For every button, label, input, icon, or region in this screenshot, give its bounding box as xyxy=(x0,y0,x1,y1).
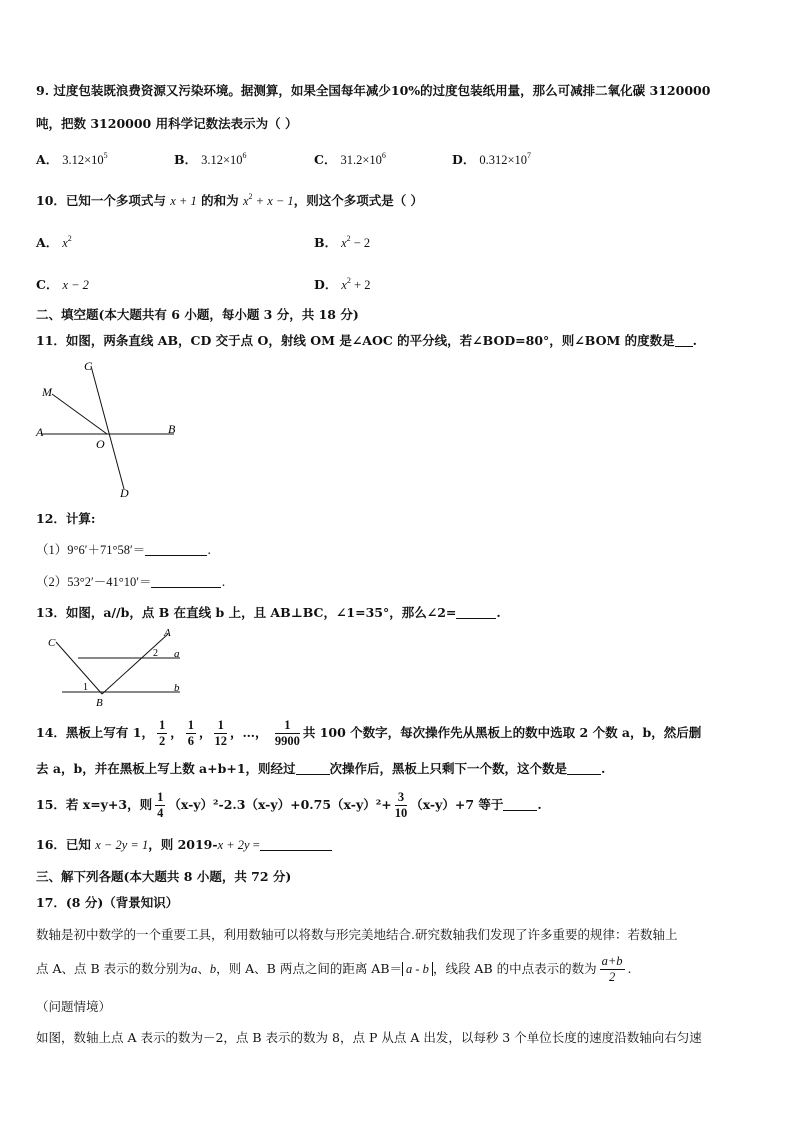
answer-blank[interactable] xyxy=(296,762,330,775)
answer-blank[interactable] xyxy=(260,838,332,851)
option-d: D． $x^2 + 2$ xyxy=(314,276,371,292)
question-9-line2: 吨，把数 3120000 用科学记数法表示为（ ） xyxy=(36,116,298,131)
section-2-heading: 二、填空题(本大题共有 6 小题，每小题 3 分，共 18 分) xyxy=(36,307,359,322)
question-11-figure xyxy=(32,356,192,504)
option-a: A． $3.12\times 10^5$ xyxy=(36,151,108,167)
label-m: M xyxy=(42,385,52,399)
question-17-para2: 点 A、点 B 表示的数分别为a、b，则 A、B 两点之间的距离 AB＝ a - b ，线段 AB 的中点表示的数为 $\frac{a+b}{2}$ . xyxy=(36,954,632,984)
fraction: $\frac{1}{12}$ xyxy=(214,718,227,748)
fraction: $\frac{1}{4}$ xyxy=(157,790,164,820)
fraction: $\frac{1}{9900}$ xyxy=(274,718,300,748)
answer-blank[interactable] xyxy=(145,543,207,556)
fraction: $\frac{1}{6}$ xyxy=(187,718,194,748)
option-c: C． x − 2 xyxy=(36,277,89,292)
angle-1-label: 1 xyxy=(83,682,88,693)
fraction: $\frac{1}{2}$ xyxy=(158,718,166,748)
question-17-para3: 如图，数轴上点 A 表示的数为－2，点 B 表示的数为 8，点 P 从点 A 出发，以每秒 3 个单位长度的速度沿数轴向右匀速 xyxy=(36,1030,702,1045)
label-b: B xyxy=(168,422,176,436)
label-d: D xyxy=(120,486,129,500)
option-a: A． $x^2$ xyxy=(36,234,72,250)
angle-2-label: 2 xyxy=(153,648,158,659)
question-17-para1: 数轴是初中数学的一个重要工具，利用数轴可以将数与形完美地结合.研究数轴我们发现了许多重要的规律：若数轴上 xyxy=(36,927,678,942)
line-cd xyxy=(91,366,124,489)
question-12-item-1: （1）9°6′＋71°58′＝ . xyxy=(36,542,212,557)
question-10-stem: 10．已知一个多项式与 x + 1 的和为 $x^2 + x - 1$，则这个多项式是（ ） xyxy=(36,192,424,208)
answer-blank[interactable] xyxy=(151,575,221,588)
answer-blank[interactable] xyxy=(456,606,496,619)
question-14-line1: 14．黑板上写有 1， $\frac{1}{2}$ ， $\frac{1}{6}$ ， $\frac{1}{12}$ ，…， $\frac{1}{9900}$ 共 100 个数字，每次操作先从黑板上的数中选取 2 个数 a，b，然后删 xyxy=(36,718,702,748)
option-b: B． $3.12\times 10^6$ xyxy=(174,151,247,167)
question-9-line1: 9. 过度包装既浪费资源又污染环境。据测算，如果全国每年减少10%的过度包装纸用量，那么可减排二氧化碳 3120000 xyxy=(36,83,711,98)
question-15-stem: 15．若 x=y+3，则 $\frac{1}{4}$ （x-y）²-2.3（x-y）+0.75（x-y）²+ $\frac{3}{10}$ （x-y）+7 等于 . xyxy=(36,790,542,820)
question-12-title: 12．计算: xyxy=(36,511,96,526)
label-line-a: a xyxy=(174,648,180,660)
label-a: A xyxy=(36,425,44,439)
fraction: $\frac{3}{10}$ xyxy=(394,790,408,820)
question-11-stem: 11．如图，两条直线 AB，CD 交于点 O，射线 OM 是∠AOC 的平分线，若∠BOD=80°，则∠BOM 的度数是 . xyxy=(36,333,698,348)
question-14-line2: 去 a，b，并在黑板上写上数 a+b+1，则经过 次操作后，黑板上只剩下一个数，这个数是 . xyxy=(36,761,606,776)
question-17-context: （问题情境） xyxy=(36,999,112,1014)
option-b: B． $x^2 - 2$ xyxy=(314,234,371,250)
label-line-b: b xyxy=(174,682,180,694)
question-16-stem: 16．已知 x − 2y = 1，则 2019-x + 2y = xyxy=(36,836,332,854)
label-c: C xyxy=(48,637,56,649)
segment-bc xyxy=(56,642,102,694)
question-12-item-2: （2）53°2′－41°10′＝ . xyxy=(36,574,226,589)
section-3-heading: 三、解下列各题(本大题共 8 小题，共 72 分) xyxy=(36,869,292,884)
label-o: O xyxy=(96,437,105,451)
ray-om xyxy=(52,394,107,434)
answer-blank[interactable] xyxy=(675,334,693,347)
question-13-stem: 13．如图，a//b，点 B 在直线 b 上，且 AB⊥BC，∠1=35°，那么∠2= . xyxy=(36,605,501,620)
segment-ba xyxy=(102,634,168,694)
question-17-title: 17．(8 分)（背景知识） xyxy=(36,895,179,910)
question-13-figure xyxy=(40,624,190,708)
option-d: D． $0.312\times 10^7$ xyxy=(452,151,532,167)
label-a-point: A xyxy=(164,627,171,639)
label-c: C xyxy=(84,359,93,373)
option-c: C． $31.2\times 10^6$ xyxy=(314,151,386,167)
midpoint-fraction: $\frac{a+b}{2}$ xyxy=(601,954,623,984)
label-b-point: B xyxy=(96,697,103,708)
answer-blank[interactable] xyxy=(503,798,537,811)
answer-blank[interactable] xyxy=(567,762,601,775)
